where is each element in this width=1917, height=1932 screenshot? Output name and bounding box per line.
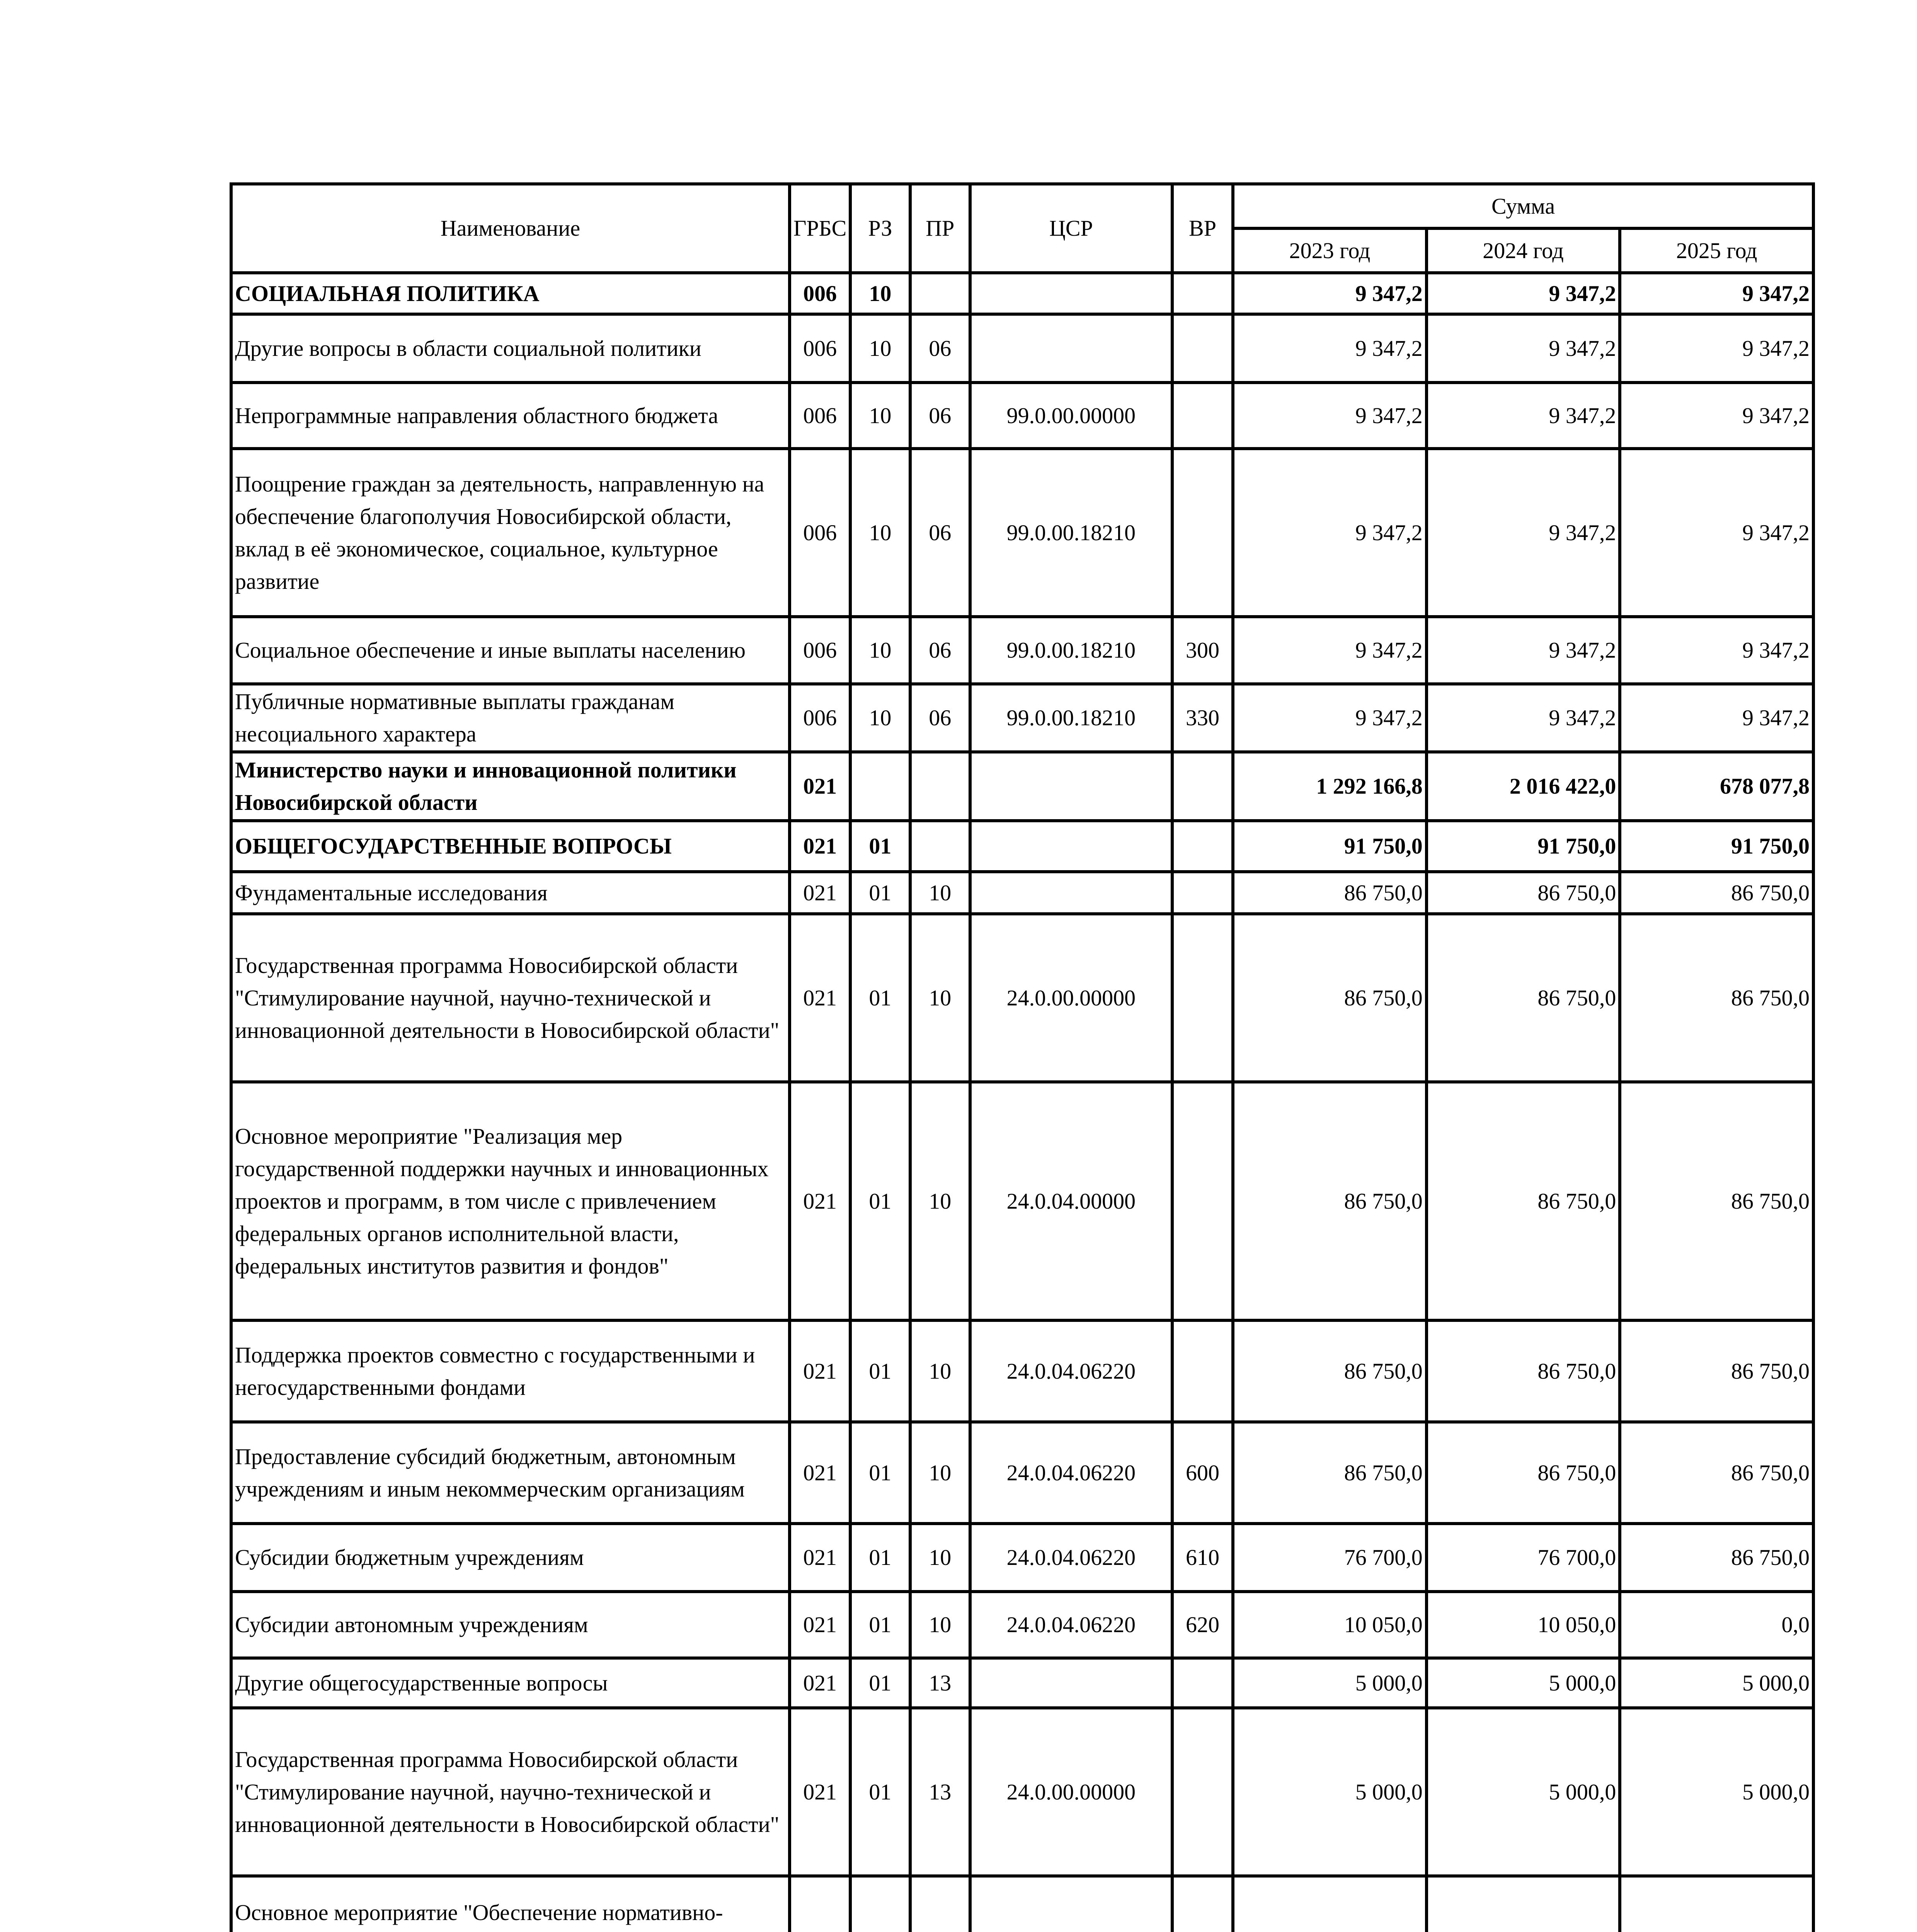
cell-vr: 600 bbox=[1172, 1422, 1233, 1524]
cell-rz: 01 bbox=[850, 821, 910, 872]
cell-2024: 76 700,0 bbox=[1427, 1524, 1620, 1592]
cell-csr: 99.0.00.18210 bbox=[970, 684, 1172, 752]
cell-pr bbox=[910, 821, 970, 872]
cell-rz: 10 bbox=[850, 684, 910, 752]
cell-2025: 9 347,2 bbox=[1620, 617, 1813, 684]
cell-grbs: 006 bbox=[790, 314, 850, 383]
cell-name: Государственная программа Новосибирской области "Стимулирование научной, научно-технической и инновационной деятельности в Новосибирской области" bbox=[231, 914, 790, 1082]
cell-2025: 9 347,2 bbox=[1620, 383, 1813, 449]
cell-2023: 86 750,0 bbox=[1233, 1082, 1427, 1320]
cell-rz: 10 bbox=[850, 273, 910, 314]
cell-2025: 9 347,2 bbox=[1620, 314, 1813, 383]
cell-name: Основное мероприятие "Обеспечение нормативно- bbox=[231, 1876, 790, 1932]
cell-2025: 86 750,0 bbox=[1620, 914, 1813, 1082]
table-row bbox=[231, 449, 1813, 617]
cell-2024: 2 016 422,0 bbox=[1427, 752, 1620, 821]
table-row bbox=[231, 1876, 1813, 1932]
budget-table bbox=[230, 182, 1815, 1932]
cell-name: СОЦИАЛЬНАЯ ПОЛИТИКА bbox=[231, 273, 790, 314]
cell-csr: 24.0.00.00000 bbox=[970, 1708, 1172, 1876]
header-year-2025: 2025 год bbox=[1620, 228, 1813, 273]
cell-csr bbox=[970, 273, 1172, 314]
cell-2025: 86 750,0 bbox=[1620, 1524, 1813, 1592]
cell-grbs: 021 bbox=[790, 1592, 850, 1658]
cell-vr bbox=[1172, 1708, 1233, 1876]
cell-2024: 9 347,2 bbox=[1427, 383, 1620, 449]
cell-csr: 24.0.04.06220 bbox=[970, 1592, 1172, 1658]
cell-vr bbox=[1172, 1658, 1233, 1708]
cell-2024: 9 347,2 bbox=[1427, 684, 1620, 752]
cell-2023: 9 347,2 bbox=[1233, 383, 1427, 449]
cell-2023: 76 700,0 bbox=[1233, 1524, 1427, 1592]
cell-grbs: 021 bbox=[790, 872, 850, 914]
header-year-2023: 2023 год bbox=[1233, 228, 1427, 273]
cell-grbs: 021 bbox=[790, 821, 850, 872]
cell-csr: 99.0.00.00000 bbox=[970, 383, 1172, 449]
cell-grbs: 021 bbox=[790, 1422, 850, 1524]
cell-pr: 13 bbox=[910, 1708, 970, 1876]
cell-csr bbox=[970, 821, 1172, 872]
cell-2025: 0,0 bbox=[1620, 1592, 1813, 1658]
table-row bbox=[231, 821, 1813, 872]
cell-2024: 9 347,2 bbox=[1427, 449, 1620, 617]
cell-name: Социальное обеспечение и иные выплаты населению bbox=[231, 617, 790, 684]
header-csr: ЦСР bbox=[970, 184, 1172, 273]
cell-rz: 01 bbox=[850, 1524, 910, 1592]
cell-grbs: 021 bbox=[790, 1082, 850, 1320]
table-body bbox=[231, 273, 1813, 1932]
cell-grbs: 006 bbox=[790, 684, 850, 752]
cell-rz: 01 bbox=[850, 914, 910, 1082]
cell-name: Другие вопросы в области социальной политики bbox=[231, 314, 790, 383]
table-row bbox=[231, 872, 1813, 914]
cell-pr: 06 bbox=[910, 314, 970, 383]
cell-vr bbox=[1172, 752, 1233, 821]
cell-rz: 01 bbox=[850, 1320, 910, 1422]
cell-pr bbox=[910, 752, 970, 821]
cell-vr bbox=[1172, 1082, 1233, 1320]
table-row bbox=[231, 752, 1813, 821]
cell-2024: 86 750,0 bbox=[1427, 1422, 1620, 1524]
cell-2025: 91 750,0 bbox=[1620, 821, 1813, 872]
header-rz: РЗ bbox=[850, 184, 910, 273]
cell-csr bbox=[970, 314, 1172, 383]
cell-vr bbox=[1172, 1876, 1233, 1932]
cell-rz: 01 bbox=[850, 1082, 910, 1320]
cell-grbs: 021 bbox=[790, 752, 850, 821]
cell-vr bbox=[1172, 449, 1233, 617]
cell-grbs: 021 bbox=[790, 1708, 850, 1876]
cell-name: Основное мероприятие "Реализация мер государственной поддержки научных и инновационных проектов и программ, в том числе с привлечением федеральных органов исполнительной власти, федеральных институтов развития и фондов" bbox=[231, 1082, 790, 1320]
table-row bbox=[231, 914, 1813, 1082]
table-header bbox=[231, 184, 1813, 273]
cell-2024: 86 750,0 bbox=[1427, 872, 1620, 914]
table-row bbox=[231, 273, 1813, 314]
cell-2023: 91 750,0 bbox=[1233, 821, 1427, 872]
cell-grbs: 006 bbox=[790, 273, 850, 314]
cell-rz bbox=[850, 1876, 910, 1932]
cell-grbs: 006 bbox=[790, 383, 850, 449]
cell-pr: 10 bbox=[910, 1592, 970, 1658]
cell-grbs: 006 bbox=[790, 449, 850, 617]
cell-2024: 10 050,0 bbox=[1427, 1592, 1620, 1658]
table-row bbox=[231, 1592, 1813, 1658]
cell-2024: 9 347,2 bbox=[1427, 617, 1620, 684]
cell-pr: 10 bbox=[910, 1524, 970, 1592]
cell-csr: 99.0.00.18210 bbox=[970, 449, 1172, 617]
header-year-2024: 2024 год bbox=[1427, 228, 1620, 273]
cell-vr bbox=[1172, 273, 1233, 314]
cell-name: Субсидии автономным учреждениям bbox=[231, 1592, 790, 1658]
cell-pr bbox=[910, 1876, 970, 1932]
cell-rz: 01 bbox=[850, 1422, 910, 1524]
cell-2025: 5 000,0 bbox=[1620, 1658, 1813, 1708]
cell-csr: 24.0.04.06220 bbox=[970, 1320, 1172, 1422]
cell-pr: 10 bbox=[910, 1082, 970, 1320]
cell-pr: 10 bbox=[910, 1320, 970, 1422]
header-vr: ВР bbox=[1172, 184, 1233, 273]
cell-2025: 86 750,0 bbox=[1620, 1320, 1813, 1422]
cell-vr: 300 bbox=[1172, 617, 1233, 684]
cell-csr bbox=[970, 872, 1172, 914]
cell-grbs: 006 bbox=[790, 617, 850, 684]
cell-pr: 06 bbox=[910, 449, 970, 617]
cell-name: Предоставление субсидий бюджетным, автономным учреждениям и иным некоммерческим организациям bbox=[231, 1422, 790, 1524]
cell-vr: 610 bbox=[1172, 1524, 1233, 1592]
cell-2023: 86 750,0 bbox=[1233, 872, 1427, 914]
header-name: Наименование bbox=[231, 184, 790, 273]
cell-2023: 5 000,0 bbox=[1233, 1708, 1427, 1876]
cell-name: ОБЩЕГОСУДАРСТВЕННЫЕ ВОПРОСЫ bbox=[231, 821, 790, 872]
cell-name: Публичные нормативные выплаты гражданам несоциального характера bbox=[231, 684, 790, 752]
cell-pr: 10 bbox=[910, 914, 970, 1082]
cell-vr bbox=[1172, 914, 1233, 1082]
cell-2024: 86 750,0 bbox=[1427, 1082, 1620, 1320]
cell-2025: 9 347,2 bbox=[1620, 449, 1813, 617]
cell-csr: 99.0.00.18210 bbox=[970, 617, 1172, 684]
cell-2024: 9 347,2 bbox=[1427, 273, 1620, 314]
cell-csr bbox=[970, 1658, 1172, 1708]
cell-rz bbox=[850, 752, 910, 821]
cell-vr bbox=[1172, 1320, 1233, 1422]
table-row bbox=[231, 617, 1813, 684]
cell-name: Поощрение граждан за деятельность, направленную на обеспечение благополучия Новосибирской области, вклад в её экономическое, социальное, культурное развитие bbox=[231, 449, 790, 617]
cell-name: Поддержка проектов совместно с государственными и негосударственными фондами bbox=[231, 1320, 790, 1422]
cell-grbs: 021 bbox=[790, 914, 850, 1082]
cell-rz: 01 bbox=[850, 872, 910, 914]
cell-2024: 5 000,0 bbox=[1427, 1658, 1620, 1708]
cell-2025: 86 750,0 bbox=[1620, 1082, 1813, 1320]
cell-2024: 86 750,0 bbox=[1427, 914, 1620, 1082]
cell-2023: 86 750,0 bbox=[1233, 1422, 1427, 1524]
cell-2024: 86 750,0 bbox=[1427, 1320, 1620, 1422]
cell-2023: 1 292 166,8 bbox=[1233, 752, 1427, 821]
cell-vr bbox=[1172, 383, 1233, 449]
cell-rz: 01 bbox=[850, 1658, 910, 1708]
cell-2024: 9 347,2 bbox=[1427, 314, 1620, 383]
cell-2025: 9 347,2 bbox=[1620, 273, 1813, 314]
cell-grbs: 021 bbox=[790, 1320, 850, 1422]
table-row bbox=[231, 1524, 1813, 1592]
cell-csr: 24.0.00.00000 bbox=[970, 914, 1172, 1082]
cell-rz: 10 bbox=[850, 617, 910, 684]
header-pr: ПР bbox=[910, 184, 970, 273]
cell-vr: 620 bbox=[1172, 1592, 1233, 1658]
cell-vr: 330 bbox=[1172, 684, 1233, 752]
cell-name: Министерство науки и инновационной политики Новосибирской области bbox=[231, 752, 790, 821]
cell-2023: 9 347,2 bbox=[1233, 273, 1427, 314]
cell-csr bbox=[970, 752, 1172, 821]
cell-2023: 9 347,2 bbox=[1233, 617, 1427, 684]
cell-rz: 01 bbox=[850, 1592, 910, 1658]
table-row bbox=[231, 314, 1813, 383]
cell-2025: 5 000,0 bbox=[1620, 1708, 1813, 1876]
cell-2024: 5 000,0 bbox=[1427, 1708, 1620, 1876]
table-row bbox=[231, 1422, 1813, 1524]
table-row bbox=[231, 1082, 1813, 1320]
cell-2023: 10 050,0 bbox=[1233, 1592, 1427, 1658]
cell-pr bbox=[910, 273, 970, 314]
table-row bbox=[231, 1708, 1813, 1876]
cell-vr bbox=[1172, 314, 1233, 383]
cell-grbs bbox=[790, 1876, 850, 1932]
cell-name: Непрограммные направления областного бюджета bbox=[231, 383, 790, 449]
cell-pr: 06 bbox=[910, 617, 970, 684]
cell-2025 bbox=[1620, 1876, 1813, 1932]
cell-2023: 86 750,0 bbox=[1233, 1320, 1427, 1422]
cell-csr: 24.0.04.00000 bbox=[970, 1082, 1172, 1320]
cell-2025: 9 347,2 bbox=[1620, 684, 1813, 752]
cell-csr: 24.0.04.06220 bbox=[970, 1422, 1172, 1524]
cell-name: Субсидии бюджетным учреждениям bbox=[231, 1524, 790, 1592]
cell-grbs: 021 bbox=[790, 1658, 850, 1708]
table-row bbox=[231, 1658, 1813, 1708]
cell-csr: 24.0.04.06220 bbox=[970, 1524, 1172, 1592]
cell-name: Государственная программа Новосибирской области "Стимулирование научной, научно-технической и инновационной деятельности в Новосибирской области" bbox=[231, 1708, 790, 1876]
cell-2023 bbox=[1233, 1876, 1427, 1932]
cell-2023: 86 750,0 bbox=[1233, 914, 1427, 1082]
cell-rz: 10 bbox=[850, 383, 910, 449]
cell-pr: 10 bbox=[910, 872, 970, 914]
header-sum: Сумма bbox=[1233, 184, 1813, 228]
cell-grbs: 021 bbox=[790, 1524, 850, 1592]
table-row bbox=[231, 1320, 1813, 1422]
cell-2025: 678 077,8 bbox=[1620, 752, 1813, 821]
cell-vr bbox=[1172, 821, 1233, 872]
cell-pr: 06 bbox=[910, 684, 970, 752]
table-row bbox=[231, 684, 1813, 752]
table-row bbox=[231, 383, 1813, 449]
cell-name: Фундаментальные исследования bbox=[231, 872, 790, 914]
cell-csr bbox=[970, 1876, 1172, 1932]
cell-2025: 86 750,0 bbox=[1620, 1422, 1813, 1524]
cell-vr bbox=[1172, 872, 1233, 914]
cell-rz: 01 bbox=[850, 1708, 910, 1876]
cell-pr: 06 bbox=[910, 383, 970, 449]
header-grbs: ГРБС bbox=[790, 184, 850, 273]
cell-name: Другие общегосударственные вопросы bbox=[231, 1658, 790, 1708]
cell-rz: 10 bbox=[850, 449, 910, 617]
cell-2023: 9 347,2 bbox=[1233, 449, 1427, 617]
cell-rz: 10 bbox=[850, 314, 910, 383]
cell-2025: 86 750,0 bbox=[1620, 872, 1813, 914]
cell-2023: 5 000,0 bbox=[1233, 1658, 1427, 1708]
cell-2023: 9 347,2 bbox=[1233, 684, 1427, 752]
cell-2023: 9 347,2 bbox=[1233, 314, 1427, 383]
cell-pr: 10 bbox=[910, 1422, 970, 1524]
cell-pr: 13 bbox=[910, 1658, 970, 1708]
cell-2024 bbox=[1427, 1876, 1620, 1932]
cell-2024: 91 750,0 bbox=[1427, 821, 1620, 872]
